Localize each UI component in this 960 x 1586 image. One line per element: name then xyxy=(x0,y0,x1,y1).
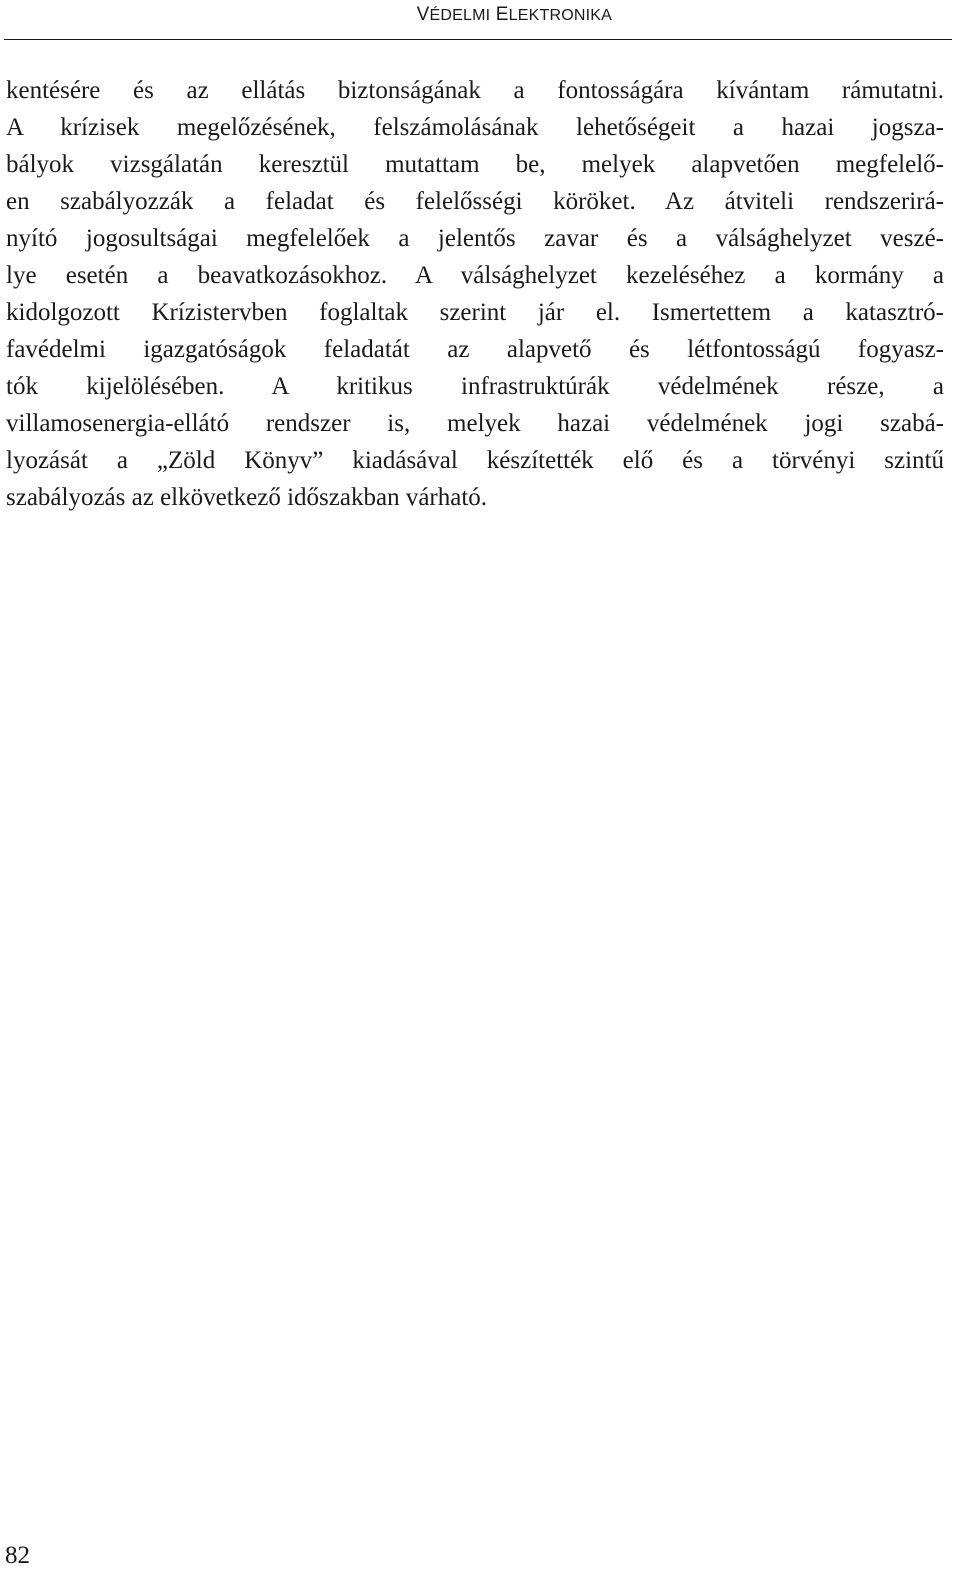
body-line: kidolgozott Krízistervben foglaltak szerint jár el. Ismertettem a katasztró- xyxy=(6,299,944,326)
body-paragraph xyxy=(6,72,944,516)
running-header-title: VÉDELMI ELEKTRONIKA xyxy=(416,4,612,25)
body-line: favédelmi igazgatóságok feladatát az alapvető és létfontosságú fogyasz- xyxy=(6,336,944,363)
body-line: A krízisek megelőzésének, felszámolásának lehetőségeit a hazai jogsza- xyxy=(6,114,944,141)
body-line: lye esetén a beavatkozásokhoz. A válsághelyzet kezeléséhez a kormány a xyxy=(6,262,944,289)
body-line: villamosenergia-ellátó rendszer is, melyek hazai védelmének jogi szabá- xyxy=(6,410,944,437)
body-line: en szabályozzák a feladat és felelősségi köröket. Az átviteli rendszerirá- xyxy=(6,188,944,215)
body-line: szabályozás az elkövetkező időszakban várható. xyxy=(6,484,488,511)
body-line: nyító jogosultságai megfelelőek a jelentős zavar és a válsághelyzet veszé- xyxy=(6,225,944,252)
body-line: bályok vizsgálatán keresztül mutattam be, melyek alapvetően megfelelő- xyxy=(6,151,944,178)
header-divider xyxy=(4,39,952,40)
body-line: lyozását a „Zöld Könyv” kiadásával készítették elő és a törvényi szintű xyxy=(6,447,944,474)
page-number: 82 xyxy=(5,1542,30,1569)
body-line: tók kijelölésében. A kritikus infrastruktúrák védelmének része, a xyxy=(6,373,944,400)
body-line: kentésére és az ellátás biztonságának a fontosságára kívántam rámutatni. xyxy=(6,77,944,104)
